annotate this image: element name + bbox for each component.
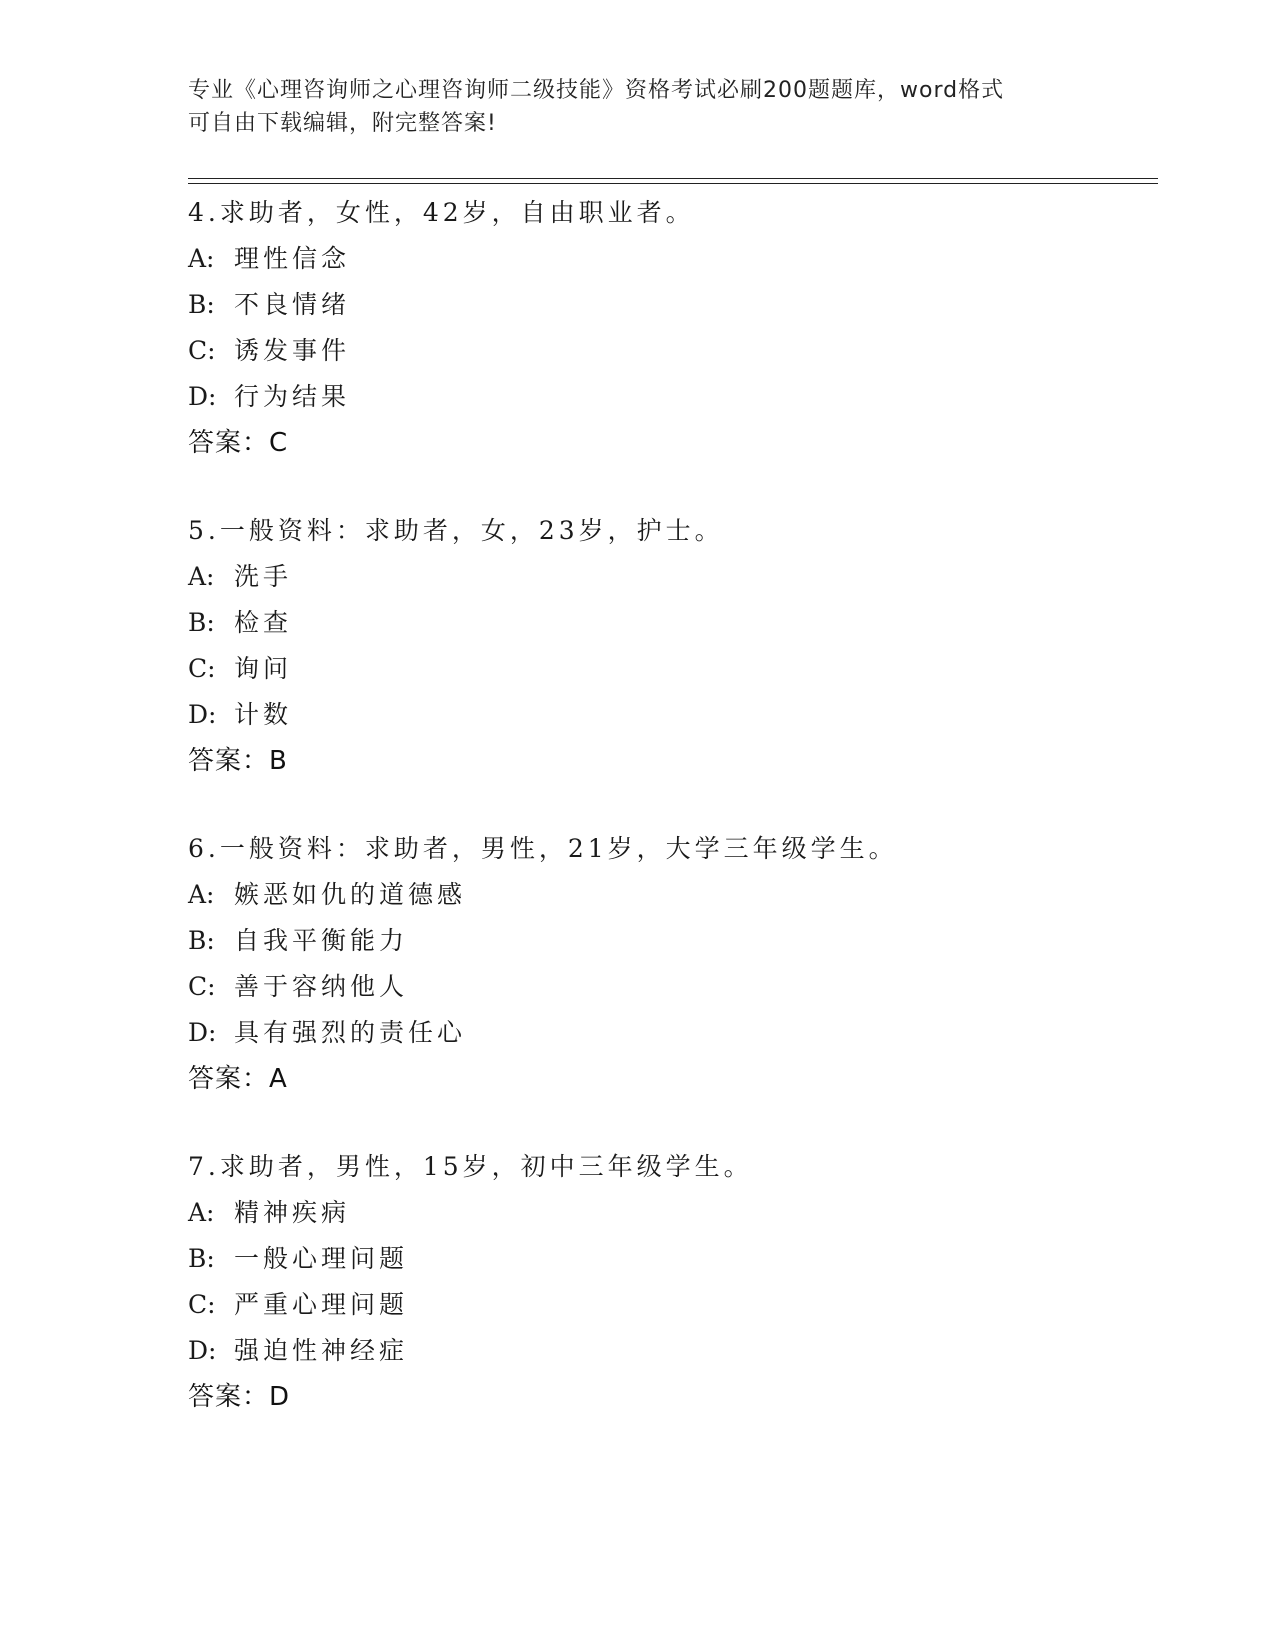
- option-b: [188, 918, 1148, 964]
- option-text: 善于容纳他人: [234, 972, 409, 1001]
- question-6: [188, 826, 1148, 1102]
- option-text: 嫉恶如仇的道德感: [234, 880, 467, 909]
- option-text: 强迫性神经症: [234, 1336, 409, 1365]
- answer-line: 答案：C: [188, 428, 289, 458]
- option-text: 严重心理问题: [234, 1290, 409, 1319]
- option-letter: C:: [188, 654, 216, 683]
- option-letter: B:: [188, 608, 215, 637]
- header-rule-bottom: [188, 183, 1158, 184]
- option-letter: B:: [188, 926, 215, 955]
- option-b: [188, 282, 1148, 328]
- option-text: 行为结果: [234, 382, 351, 411]
- option-c: [188, 964, 1148, 1010]
- question-4: [188, 190, 1148, 466]
- option-text: 具有强烈的责任心: [234, 1018, 467, 1047]
- option-text: 自我平衡能力: [234, 926, 409, 955]
- option-text: 洗手: [234, 562, 293, 591]
- answer-line: 答案：A: [188, 1064, 288, 1094]
- option-letter: A:: [188, 1198, 215, 1227]
- option-a: [188, 872, 1148, 918]
- option-letter: A:: [188, 244, 215, 273]
- header-rule-top: [188, 178, 1158, 179]
- option-text: 不良情绪: [234, 290, 351, 319]
- question-stem: 6.一般资料：求助者，男性，21岁，大学三年级学生。: [188, 834, 898, 863]
- option-text: 诱发事件: [234, 336, 351, 365]
- question-list: [188, 190, 1148, 1462]
- option-b: [188, 600, 1148, 646]
- option-letter: C:: [188, 336, 216, 365]
- option-c: [188, 328, 1148, 374]
- answer-line: 答案：B: [188, 746, 288, 776]
- option-letter: D:: [188, 1018, 217, 1047]
- answer-line: 答案：D: [188, 1382, 291, 1412]
- option-d: [188, 1328, 1148, 1374]
- question-stem: 4.求助者，女性，42岁，自由职业者。: [188, 198, 695, 227]
- option-text: 计数: [234, 700, 293, 729]
- question-5: [188, 508, 1148, 784]
- document-header: [188, 74, 1088, 140]
- option-d: [188, 692, 1148, 738]
- option-c: [188, 1282, 1148, 1328]
- header-line-2: 可自由下载编辑，附完整答案!: [188, 111, 497, 136]
- option-b: [188, 1236, 1148, 1282]
- option-d: [188, 1010, 1148, 1056]
- option-letter: D:: [188, 382, 217, 411]
- option-letter: B:: [188, 1244, 215, 1273]
- header-line-1: 专业《心理咨询师之心理咨询师二级技能》资格考试必刷200题题库，word格式: [188, 78, 1005, 103]
- option-text: 理性信念: [234, 244, 351, 273]
- option-letter: C:: [188, 972, 216, 1001]
- option-letter: D:: [188, 700, 217, 729]
- option-a: [188, 1190, 1148, 1236]
- option-letter: A:: [188, 880, 215, 909]
- option-letter: C:: [188, 1290, 216, 1319]
- option-letter: B:: [188, 290, 215, 319]
- option-c: [188, 646, 1148, 692]
- question-stem: 7.求助者，男性，15岁，初中三年级学生。: [188, 1152, 753, 1181]
- question-7: [188, 1144, 1148, 1420]
- option-text: 一般心理问题: [234, 1244, 409, 1273]
- option-d: [188, 374, 1148, 420]
- option-text: 精神疾病: [234, 1198, 351, 1227]
- option-text: 检查: [234, 608, 293, 637]
- option-a: [188, 236, 1148, 282]
- question-stem: 5.一般资料：求助者，女，23岁，护士。: [188, 516, 724, 545]
- option-letter: A:: [188, 562, 215, 591]
- option-letter: D:: [188, 1336, 217, 1365]
- option-text: 询问: [234, 654, 293, 683]
- option-a: [188, 554, 1148, 600]
